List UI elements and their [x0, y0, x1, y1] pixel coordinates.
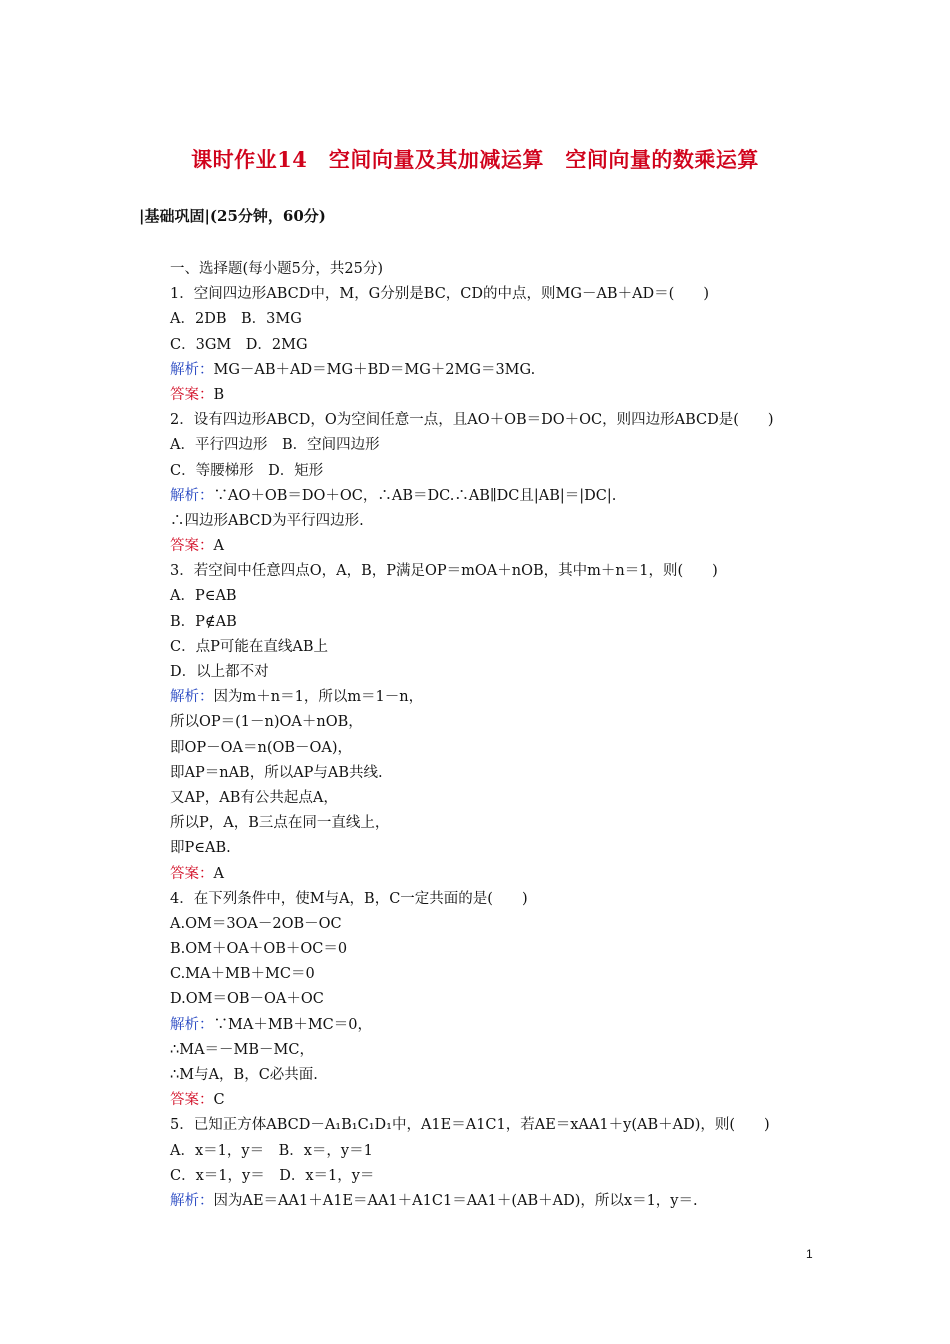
text-line: A．2DB B．3MG [170, 311, 302, 328]
answer-line [170, 383, 810, 408]
analysis-label: 解析： [170, 1016, 214, 1033]
analysis-label: 解析： [170, 689, 214, 706]
text-line: D．以上都不对 [170, 664, 269, 680]
text-line: ∴四边形ABCD为平行四边形. [170, 512, 364, 529]
text-line: C．点P可能在直线AB上 [170, 638, 328, 655]
text-line: A．x＝1，y＝ B．x＝，y＝1 [170, 1142, 373, 1159]
text-line: B.OM＋OA＋OB＋OC＝0 [170, 941, 348, 958]
analysis-line [170, 685, 810, 710]
text-line: 一、选择题(每小题5分，共25分) [170, 261, 383, 277]
text-line: C．等腰梯形 D．矩形 [170, 462, 324, 479]
line-text: MG－AB＋AD＝MG＋BD＝MG＋2MG＝3MG. [213, 361, 536, 378]
text-line: 即OP－OA＝n(OB－OA)， [170, 739, 353, 756]
answer-line [170, 1088, 810, 1113]
answer-line [170, 534, 810, 559]
section-header: |基础巩固|(25分钟，60分) [139, 207, 326, 225]
line-text: ∵MA＋MB＋MC＝0， [213, 1016, 372, 1033]
answer-line [170, 862, 810, 887]
text-line: 即P∈AB. [170, 840, 231, 857]
text-line: D.OM＝OB－OA＋OC [170, 991, 324, 1008]
exercise-content [170, 257, 810, 1214]
text-line: 即AP＝nAB，所以AP与AB共线. [170, 764, 383, 781]
text-line: B．P∉AB [170, 613, 237, 630]
analysis-line [170, 358, 810, 383]
text-line: 5．已知正方体ABCD－A₁B₁C₁D₁中，A1E＝A1C1，若AE＝xAA1＋y(AB＋AD)，则( ) [170, 1117, 770, 1134]
text-line: C.MA＋MB＋MC＝0 [170, 966, 315, 983]
answer-label: 答案： [170, 386, 214, 403]
analysis-label: 解析： [170, 487, 214, 504]
analysis-line [170, 484, 810, 509]
analysis-label: 解析： [170, 361, 214, 378]
page-number: 1 [806, 1247, 813, 1261]
text-line: ∴MA＝－MB－MC， [170, 1041, 314, 1058]
line-text: ∵AO＋OB＝DO＋OC，∴AB＝DC.∴AB∥DC且|AB|＝|DC|. [213, 487, 617, 504]
analysis-line [170, 1189, 810, 1214]
line-text: 因为AE＝AA1＋A1E＝AA1＋A1C1＝AA1＋(AB＋AD)，所以x＝1，y＝. [213, 1192, 698, 1209]
page-title: 课时作业14 空间向量及其加减运算 空间向量的数乘运算 [191, 147, 759, 172]
text-line: ∴M与A，B，C必共面. [170, 1067, 318, 1083]
analysis-label: 解析： [170, 1192, 214, 1209]
text-line: 3．若空间中任意四点O，A，B，P满足OP＝mOA＋nOB，其中m＋n＝1，则( ) [170, 563, 718, 580]
answer-label: 答案： [170, 1092, 214, 1109]
text-line: 又AP，AB有公共起点A， [170, 789, 338, 806]
line-text: B [213, 386, 225, 403]
text-line: 1．空间四边形ABCD中，M，G分别是BC，CD的中点，则MG－AB＋AD＝( ) [170, 286, 709, 303]
line-text: A [213, 865, 224, 882]
answer-label: 答案： [170, 538, 214, 555]
text-line: A．平行四边形 B．空间四边形 [170, 437, 380, 454]
text-line: A.OM＝3OA－2OB－OC [170, 915, 342, 932]
text-line: 所以P，A，B三点在同一直线上， [170, 815, 390, 832]
text-line: C．x＝1，y＝ D．x＝1，y＝ [170, 1167, 375, 1184]
text-line: 2．设有四边形ABCD，O为空间任意一点，且AO＋OB＝DO＋OC，则四边形ABCD是( ) [170, 412, 774, 429]
text-line: 所以OP＝(1－n)OA＋nOB， [170, 714, 363, 731]
text-line: 4．在下列条件中，使M与A，B，C一定共面的是( ) [170, 890, 528, 907]
answer-label: 答案： [170, 865, 214, 882]
line-text: A [213, 538, 224, 555]
line-text: 因为m＋n＝1，所以m＝1－n， [213, 689, 424, 706]
text-line: A．P∈AB [170, 588, 237, 605]
text-line: C．3GM D．2MG [170, 336, 308, 353]
line-text: C [213, 1092, 225, 1109]
analysis-line [170, 1013, 810, 1038]
